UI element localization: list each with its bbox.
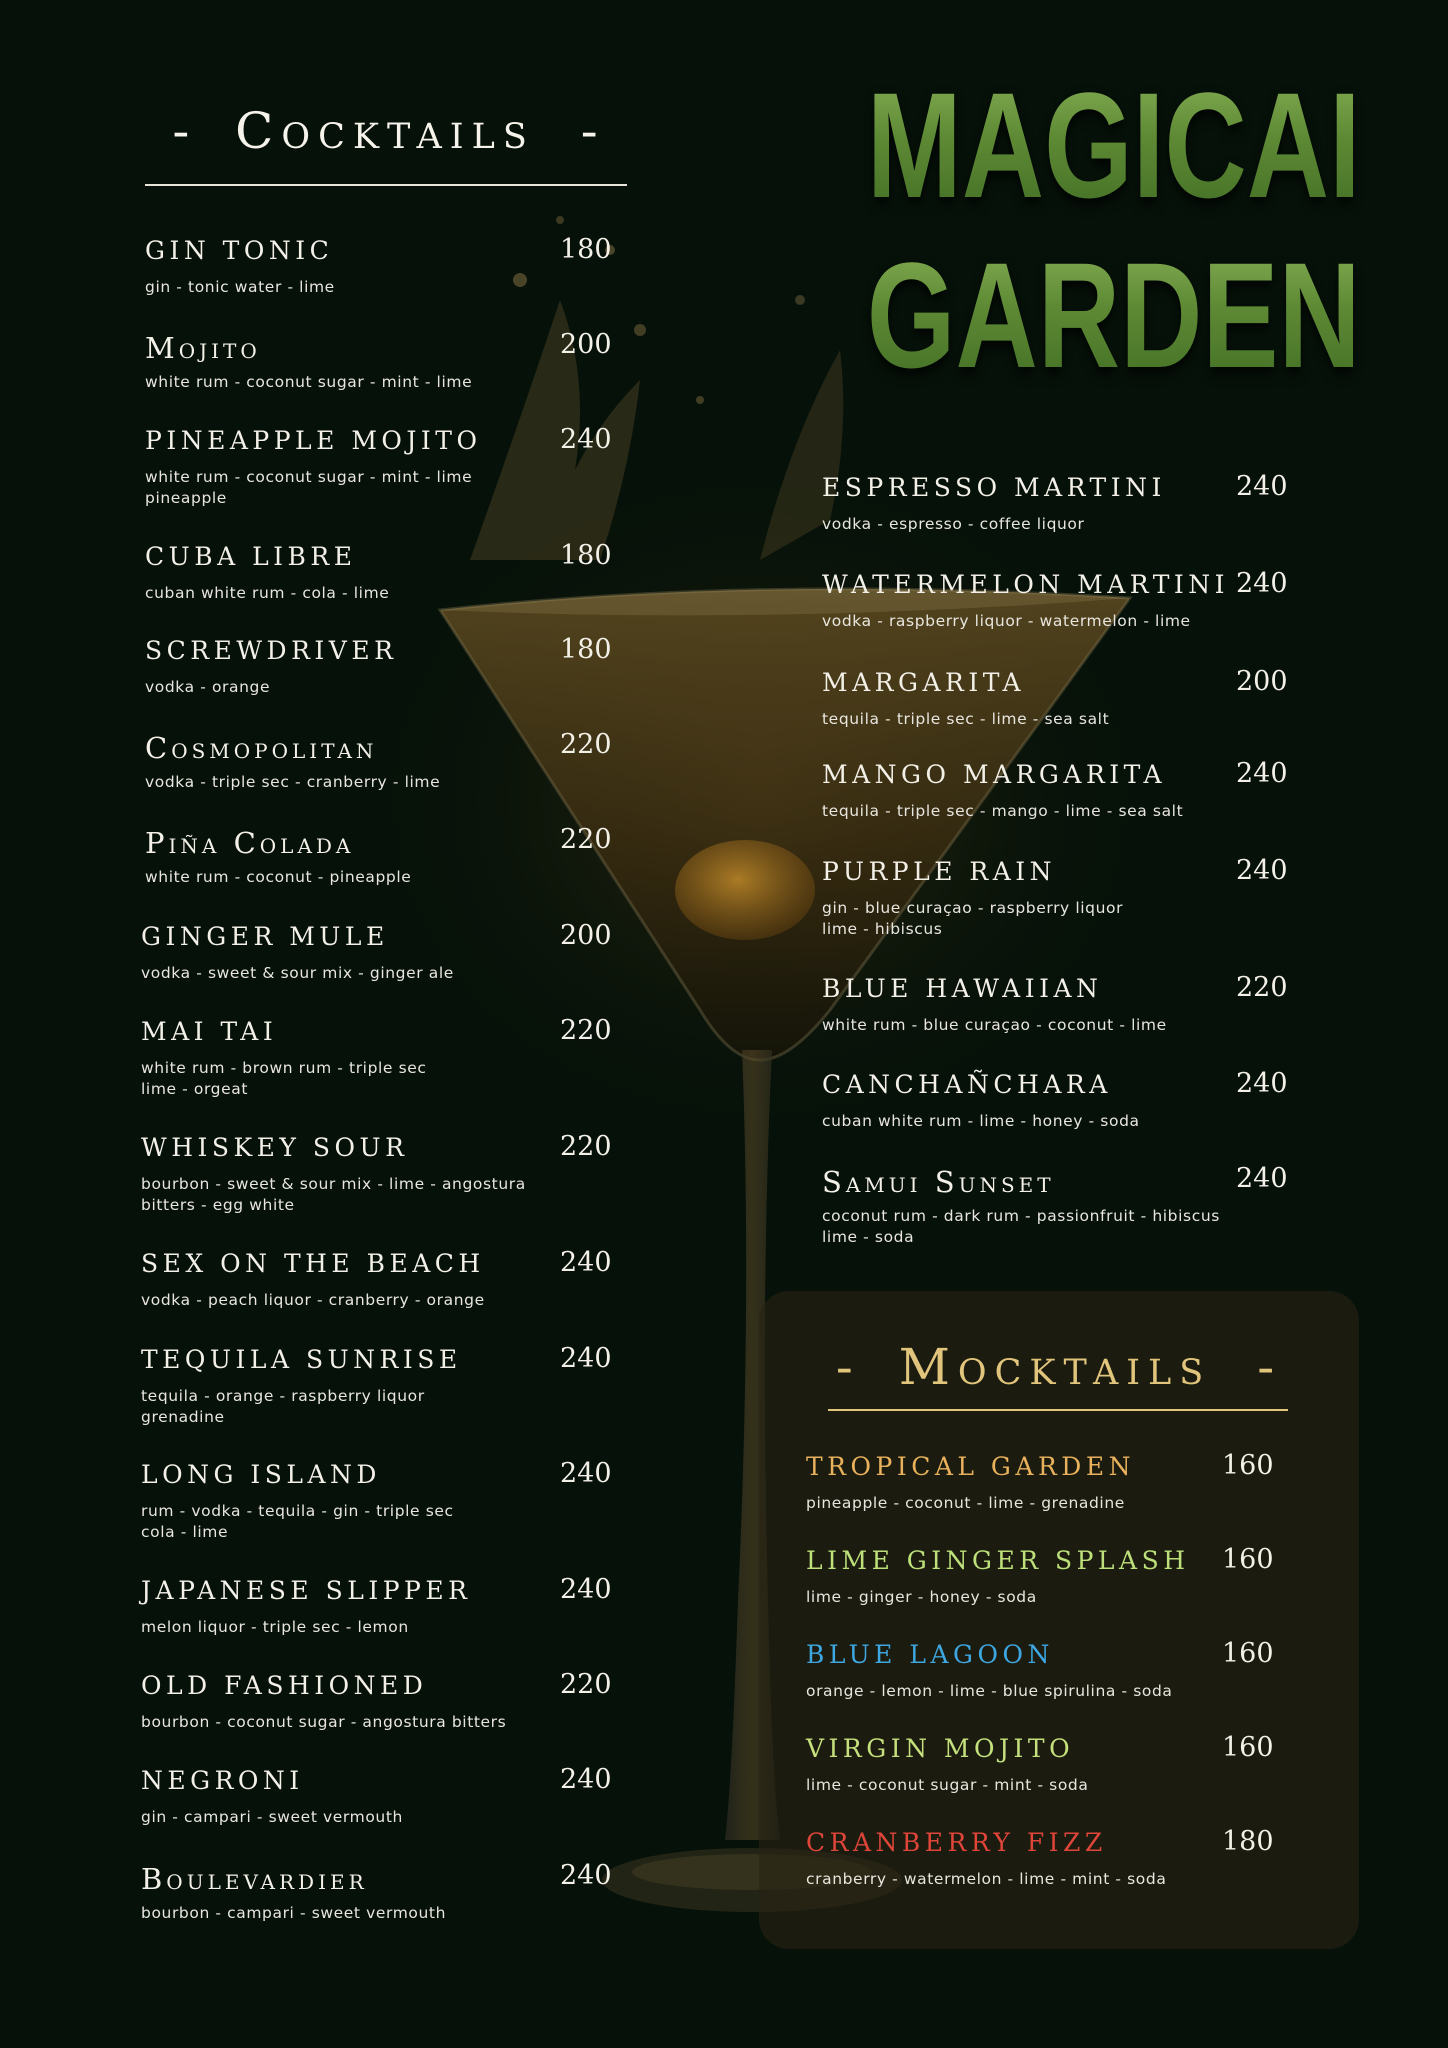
menu-item-description: bourbon - campari - sweet vermouth <box>141 1904 447 1922</box>
menu-item-name: BLUE LAGOON <box>806 1640 1054 1669</box>
menu-item-price: 240 <box>560 1860 612 1891</box>
menu-item-description: cranberry - watermelon - lime - mint - soda <box>806 1870 1167 1888</box>
menu-item-name: CANCHAÑCHARA <box>822 1070 1112 1099</box>
menu-item-description: vodka - orange <box>145 678 271 696</box>
menu-item-price: 160 <box>1222 1732 1274 1763</box>
heading-dash: - <box>172 102 190 160</box>
brand-title <box>790 60 1430 400</box>
menu-item-price: 180 <box>1222 1826 1274 1857</box>
menu-item-name: SEX ON THE BEACH <box>141 1249 485 1278</box>
menu-item-description: orange - lemon - lime - blue spirulina - soda <box>806 1682 1173 1700</box>
menu-item-name: Cosmopolitan <box>145 731 378 765</box>
menu-item-price: 240 <box>560 1574 612 1605</box>
menu-item-name: ESPRESSO MARTINI <box>822 473 1166 502</box>
menu-item-price: 240 <box>560 424 612 455</box>
menu-item-description: tequila - triple sec - mango - lime - sea salt <box>822 802 1184 820</box>
menu-item-description: white rum - coconut - pineapple <box>145 868 412 886</box>
brand-title-line-1: MAGICAL <box>866 61 1399 229</box>
menu-item-name: MARGARITA <box>822 668 1026 697</box>
menu-item-name: Samui Sunset <box>822 1165 1055 1199</box>
menu-item-name: VIRGIN MOJITO <box>806 1734 1075 1763</box>
menu-item-price: 220 <box>560 1015 612 1046</box>
menu-item-name: LIME GINGER SPLASH <box>806 1546 1190 1575</box>
menu-item-name: OLD FASHIONED <box>141 1671 428 1700</box>
menu-item-name: Mojito <box>145 331 261 365</box>
menu-item-price: 240 <box>560 1343 612 1374</box>
menu-item-price: 200 <box>560 329 612 360</box>
menu-item-description: gin - campari - sweet vermouth <box>141 1808 403 1826</box>
menu-item-description: vodka - peach liquor - cranberry - orange <box>141 1291 485 1309</box>
cocktails-heading <box>145 102 625 160</box>
menu-item-name: MANGO MARGARITA <box>822 760 1167 789</box>
menu-item-price: 240 <box>560 1458 612 1489</box>
heading-dash: - <box>835 1338 853 1396</box>
brand-title-line-2: GARDEN <box>866 231 1361 399</box>
menu-item-price: 240 <box>1236 568 1288 599</box>
menu-item-description: gin - blue curaçao - raspberry liquor lime - hibiscus <box>822 899 1124 938</box>
menu-item-price: 180 <box>560 634 612 665</box>
mocktails-heading <box>805 1338 1305 1396</box>
menu-item-description: bourbon - coconut sugar - angostura bitters <box>141 1713 507 1731</box>
menu-item-price: 180 <box>560 234 612 265</box>
menu-item-description: gin - tonic water - lime <box>145 278 335 296</box>
menu-item-price: 200 <box>1236 666 1288 697</box>
menu-item-price: 200 <box>560 920 612 951</box>
menu-item-description: white rum - blue curaçao - coconut - lime <box>822 1016 1167 1034</box>
menu-item-description: lime - coconut sugar - mint - soda <box>806 1776 1089 1794</box>
menu-item-price: 220 <box>560 1131 612 1162</box>
menu-item-description: vodka - triple sec - cranberry - lime <box>145 773 441 791</box>
mocktails-heading-rule <box>828 1409 1288 1411</box>
menu-item-name: LONG ISLAND <box>141 1460 381 1489</box>
menu-item-name: WATERMELON MARTINI <box>822 570 1229 599</box>
menu-item-name: GINGER MULE <box>141 922 389 951</box>
menu-item-price: 240 <box>1236 1068 1288 1099</box>
menu-item-name: PINEAPPLE MOJITO <box>145 426 482 455</box>
menu-item-description: white rum - brown rum - triple sec lime - orgeat <box>141 1059 427 1098</box>
menu-item-name: JAPANESE SLIPPER <box>141 1576 472 1605</box>
cocktails-heading-rule <box>145 184 627 186</box>
menu-item-name: PURPLE RAIN <box>822 857 1057 886</box>
menu-item-name: SCREWDRIVER <box>145 636 398 665</box>
menu-item-price: 240 <box>1236 758 1288 789</box>
menu-item-price: 240 <box>1236 471 1288 502</box>
menu-item-price: 220 <box>560 729 612 760</box>
menu-item-name: CRANBERRY FIZZ <box>806 1828 1107 1857</box>
menu-item-name: Boulevardier <box>141 1862 368 1896</box>
menu-item-price: 220 <box>1236 972 1288 1003</box>
menu-item-description: white rum - coconut sugar - mint - lime pineapple <box>145 468 473 507</box>
menu-item-price: 220 <box>560 824 612 855</box>
menu-item-description: cuban white rum - cola - lime <box>145 584 390 602</box>
menu-item-name: TEQUILA SUNRISE <box>141 1345 462 1374</box>
menu-item-description: lime - ginger - honey - soda <box>806 1588 1037 1606</box>
menu-item-description: white rum - coconut sugar - mint - lime <box>145 373 473 391</box>
menu-item-description: coconut rum - dark rum - passionfruit - hibiscus lime - soda <box>822 1207 1220 1246</box>
menu-item-description: tequila - orange - raspberry liquor grenadine <box>141 1387 425 1426</box>
menu-item-description: tequila - triple sec - lime - sea salt <box>822 710 1110 728</box>
menu-item-price: 240 <box>1236 855 1288 886</box>
heading-dash: - <box>1257 1338 1275 1396</box>
menu-item-price: 160 <box>1222 1638 1274 1669</box>
menu-item-name: WHISKEY SOUR <box>141 1133 409 1162</box>
menu-item-price: 160 <box>1222 1544 1274 1575</box>
menu-item-name: MAI TAI <box>141 1017 278 1046</box>
menu-item-price: 240 <box>1236 1163 1288 1194</box>
menu-item-price: 180 <box>560 540 612 571</box>
menu-item-price: 240 <box>560 1764 612 1795</box>
menu-item-name: BLUE HAWAIIAN <box>822 974 1103 1003</box>
menu-item-description: melon liquor - triple sec - lemon <box>141 1618 409 1636</box>
menu-item-description: pineapple - coconut - lime - grenadine <box>806 1494 1125 1512</box>
mocktails-heading-text: Mocktails <box>898 1338 1212 1396</box>
menu-item-name: Piña Colada <box>145 826 355 860</box>
menu-item-description: vodka - raspberry liquor - watermelon - lime <box>822 612 1191 630</box>
menu-item-price: 160 <box>1222 1450 1274 1481</box>
menu-item-price: 220 <box>560 1669 612 1700</box>
menu-item-description: cuban white rum - lime - honey - soda <box>822 1112 1140 1130</box>
menu-item-name: NEGRONI <box>141 1766 304 1795</box>
menu-item-name: GIN TONIC <box>145 236 334 265</box>
menu-item-name: TROPICAL GARDEN <box>806 1452 1135 1481</box>
heading-dash: - <box>580 102 598 160</box>
menu-item-description: vodka - espresso - coffee liquor <box>822 515 1085 533</box>
cocktails-heading-text: Cocktails <box>235 102 535 160</box>
menu-item-description: bourbon - sweet & sour mix - lime - angostura bitters - egg white <box>141 1175 526 1214</box>
menu-item-price: 240 <box>560 1247 612 1278</box>
menu-item-name: CUBA LIBRE <box>145 542 357 571</box>
menu-item-description: rum - vodka - tequila - gin - triple sec cola - lime <box>141 1502 454 1541</box>
menu-item-description: vodka - sweet & sour mix - ginger ale <box>141 964 454 982</box>
